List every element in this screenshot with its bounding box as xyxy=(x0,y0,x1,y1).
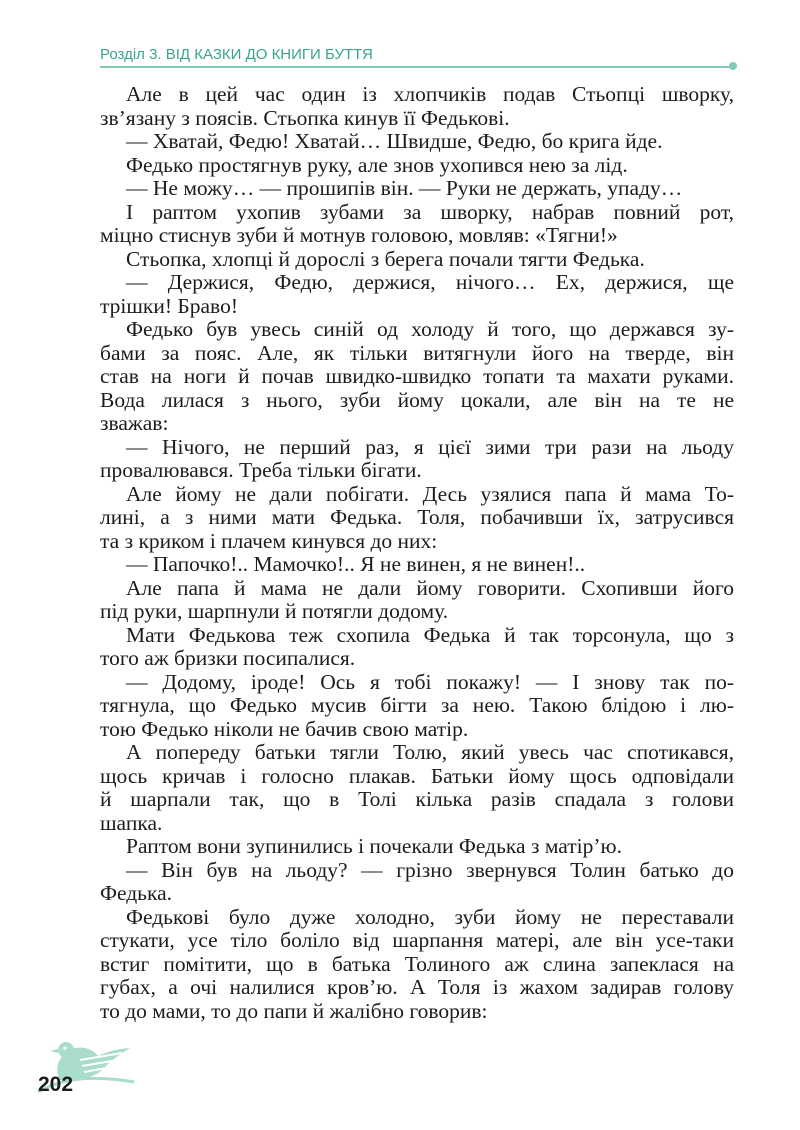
text-line: міцно стиснув зуби й мотнув головою, мовляв: «Тягни!» xyxy=(100,223,618,247)
text-line: І раптом ухопив зубами за шворку, набрав повний рот, xyxy=(126,199,734,224)
paragraph xyxy=(100,130,734,154)
paragraph xyxy=(100,671,734,742)
text-line: щось кричав і голосно плакав. Батьки йому щось одповідали xyxy=(100,763,734,788)
page-number: 202 xyxy=(38,1073,74,1096)
paragraph xyxy=(100,271,734,318)
chapter-header: Розділ 3. ВІД КАЗКИ ДО КНИГИ БУТТЯ xyxy=(100,46,373,63)
paragraph xyxy=(100,835,734,859)
paragraph xyxy=(100,436,734,483)
text-line: — Держися, Федю, держися, нічого… Ех, держися, ще xyxy=(126,270,734,294)
text-line: Але в цей час один із хлопчиків подав Стьопці шворку, xyxy=(126,82,734,106)
paragraph xyxy=(100,318,734,436)
text-line: встиг помітити, що в батька Толиного аж слина запеклася на xyxy=(100,951,734,976)
paragraph xyxy=(100,859,734,906)
text-line: Вода лилася з нього, зуби йому цокали, але він на те не xyxy=(100,387,734,412)
text-line: Федько простягнув руку, але знов ухопився нею за лід. xyxy=(126,152,628,177)
text-line: бами за пояс. Але, як тільки витягнули його на тверде, він xyxy=(100,340,734,365)
paragraph xyxy=(100,248,734,272)
text-line: зв’язану з поясів. Стьопка кинув її Федькові. xyxy=(100,105,510,130)
text-line: Але йому не дали побігати. Десь узялися папа й мама То- xyxy=(126,481,734,506)
paragraph xyxy=(100,483,734,554)
text-line: Стьопка, хлопці й дорослі з берега почали тягти Федька. xyxy=(126,246,645,271)
text-line: Федько був увесь синій од холоду й того, що держався зу- xyxy=(126,317,734,341)
text-line: — Він був на льоду? — грізно звернувся Толин батько до xyxy=(126,857,734,882)
text-line: лині, а з ними мати Федька. Толя, побачивши їх, затрусився xyxy=(100,505,734,529)
text-line: провалювався. Треба тільки бігати. xyxy=(100,458,422,482)
text-line: Мати Федькова теж схопила Федька й так торсонула, що з xyxy=(126,622,734,647)
text-line: Але папа й мама не дали йому говорити. Схопивши його xyxy=(126,575,734,600)
text-line: зважав: xyxy=(100,411,169,435)
paragraph xyxy=(100,83,734,130)
text-line: тягнула, що Федько мусив бігти за нею. Такою блідою і лю- xyxy=(100,693,734,717)
header-divider xyxy=(100,66,734,68)
text-line: — Хватай, Федю! Хватай… Швидше, Федю, бо крига йде. xyxy=(126,129,663,153)
text-line: Федька. xyxy=(100,881,173,905)
text-line: та з криком і плачем кинувся до них: xyxy=(100,528,438,553)
text-line: й шарпали так, що в Толі кілька разів спадала з голови xyxy=(100,787,734,811)
text-line: став на ноги й почав швидко-швидко топати та махати руками. xyxy=(100,364,734,388)
paragraph xyxy=(100,577,734,624)
text-line: того аж бризки посипалися. xyxy=(100,646,356,670)
text-line: — Не можу… — прошипів він. — Руки не держать, упаду… xyxy=(126,176,683,200)
text-line: — Нічого, не перший раз, я цієї зими три рази на льоду xyxy=(126,434,734,459)
header-divider-dot xyxy=(729,62,737,70)
paragraph xyxy=(100,201,734,248)
text-line: трішки! Браво! xyxy=(100,293,238,318)
text-line: — Додому, іроде! Ось я тобі покажу! — І знову так по- xyxy=(126,669,734,694)
story-text xyxy=(100,83,734,1023)
paragraph xyxy=(100,624,734,671)
text-line: Раптом вони зупинились і почекали Федька з матір’ю. xyxy=(126,834,622,858)
text-line: Федькові було дуже холодно, зуби йому не переставали xyxy=(126,904,734,929)
paragraph xyxy=(100,741,734,835)
text-line: А попереду батьки тягли Толю, який увесь час спотикався, xyxy=(126,740,734,764)
text-line: — Папочко!.. Мамочко!.. Я не винен, я не винен!.. xyxy=(126,552,586,576)
paragraph xyxy=(100,177,734,201)
paragraph xyxy=(100,553,734,577)
paragraph xyxy=(100,154,734,178)
text-line: то до мами, то до папи й жалібно говорив: xyxy=(100,998,488,1023)
text-line: стукати, усе тіло боліло від шарпання матері, але він усе-таки xyxy=(100,928,734,952)
text-line: шапка. xyxy=(100,810,163,835)
text-line: тою Федько ніколи не бачив свою матір. xyxy=(100,716,469,741)
text-line: губах, а очі налилися кров’ю. А Толя із жахом задирав голову xyxy=(100,975,734,999)
paragraph xyxy=(100,906,734,1024)
text-line: під руки, шарпнули й потягли додому. xyxy=(100,599,449,623)
